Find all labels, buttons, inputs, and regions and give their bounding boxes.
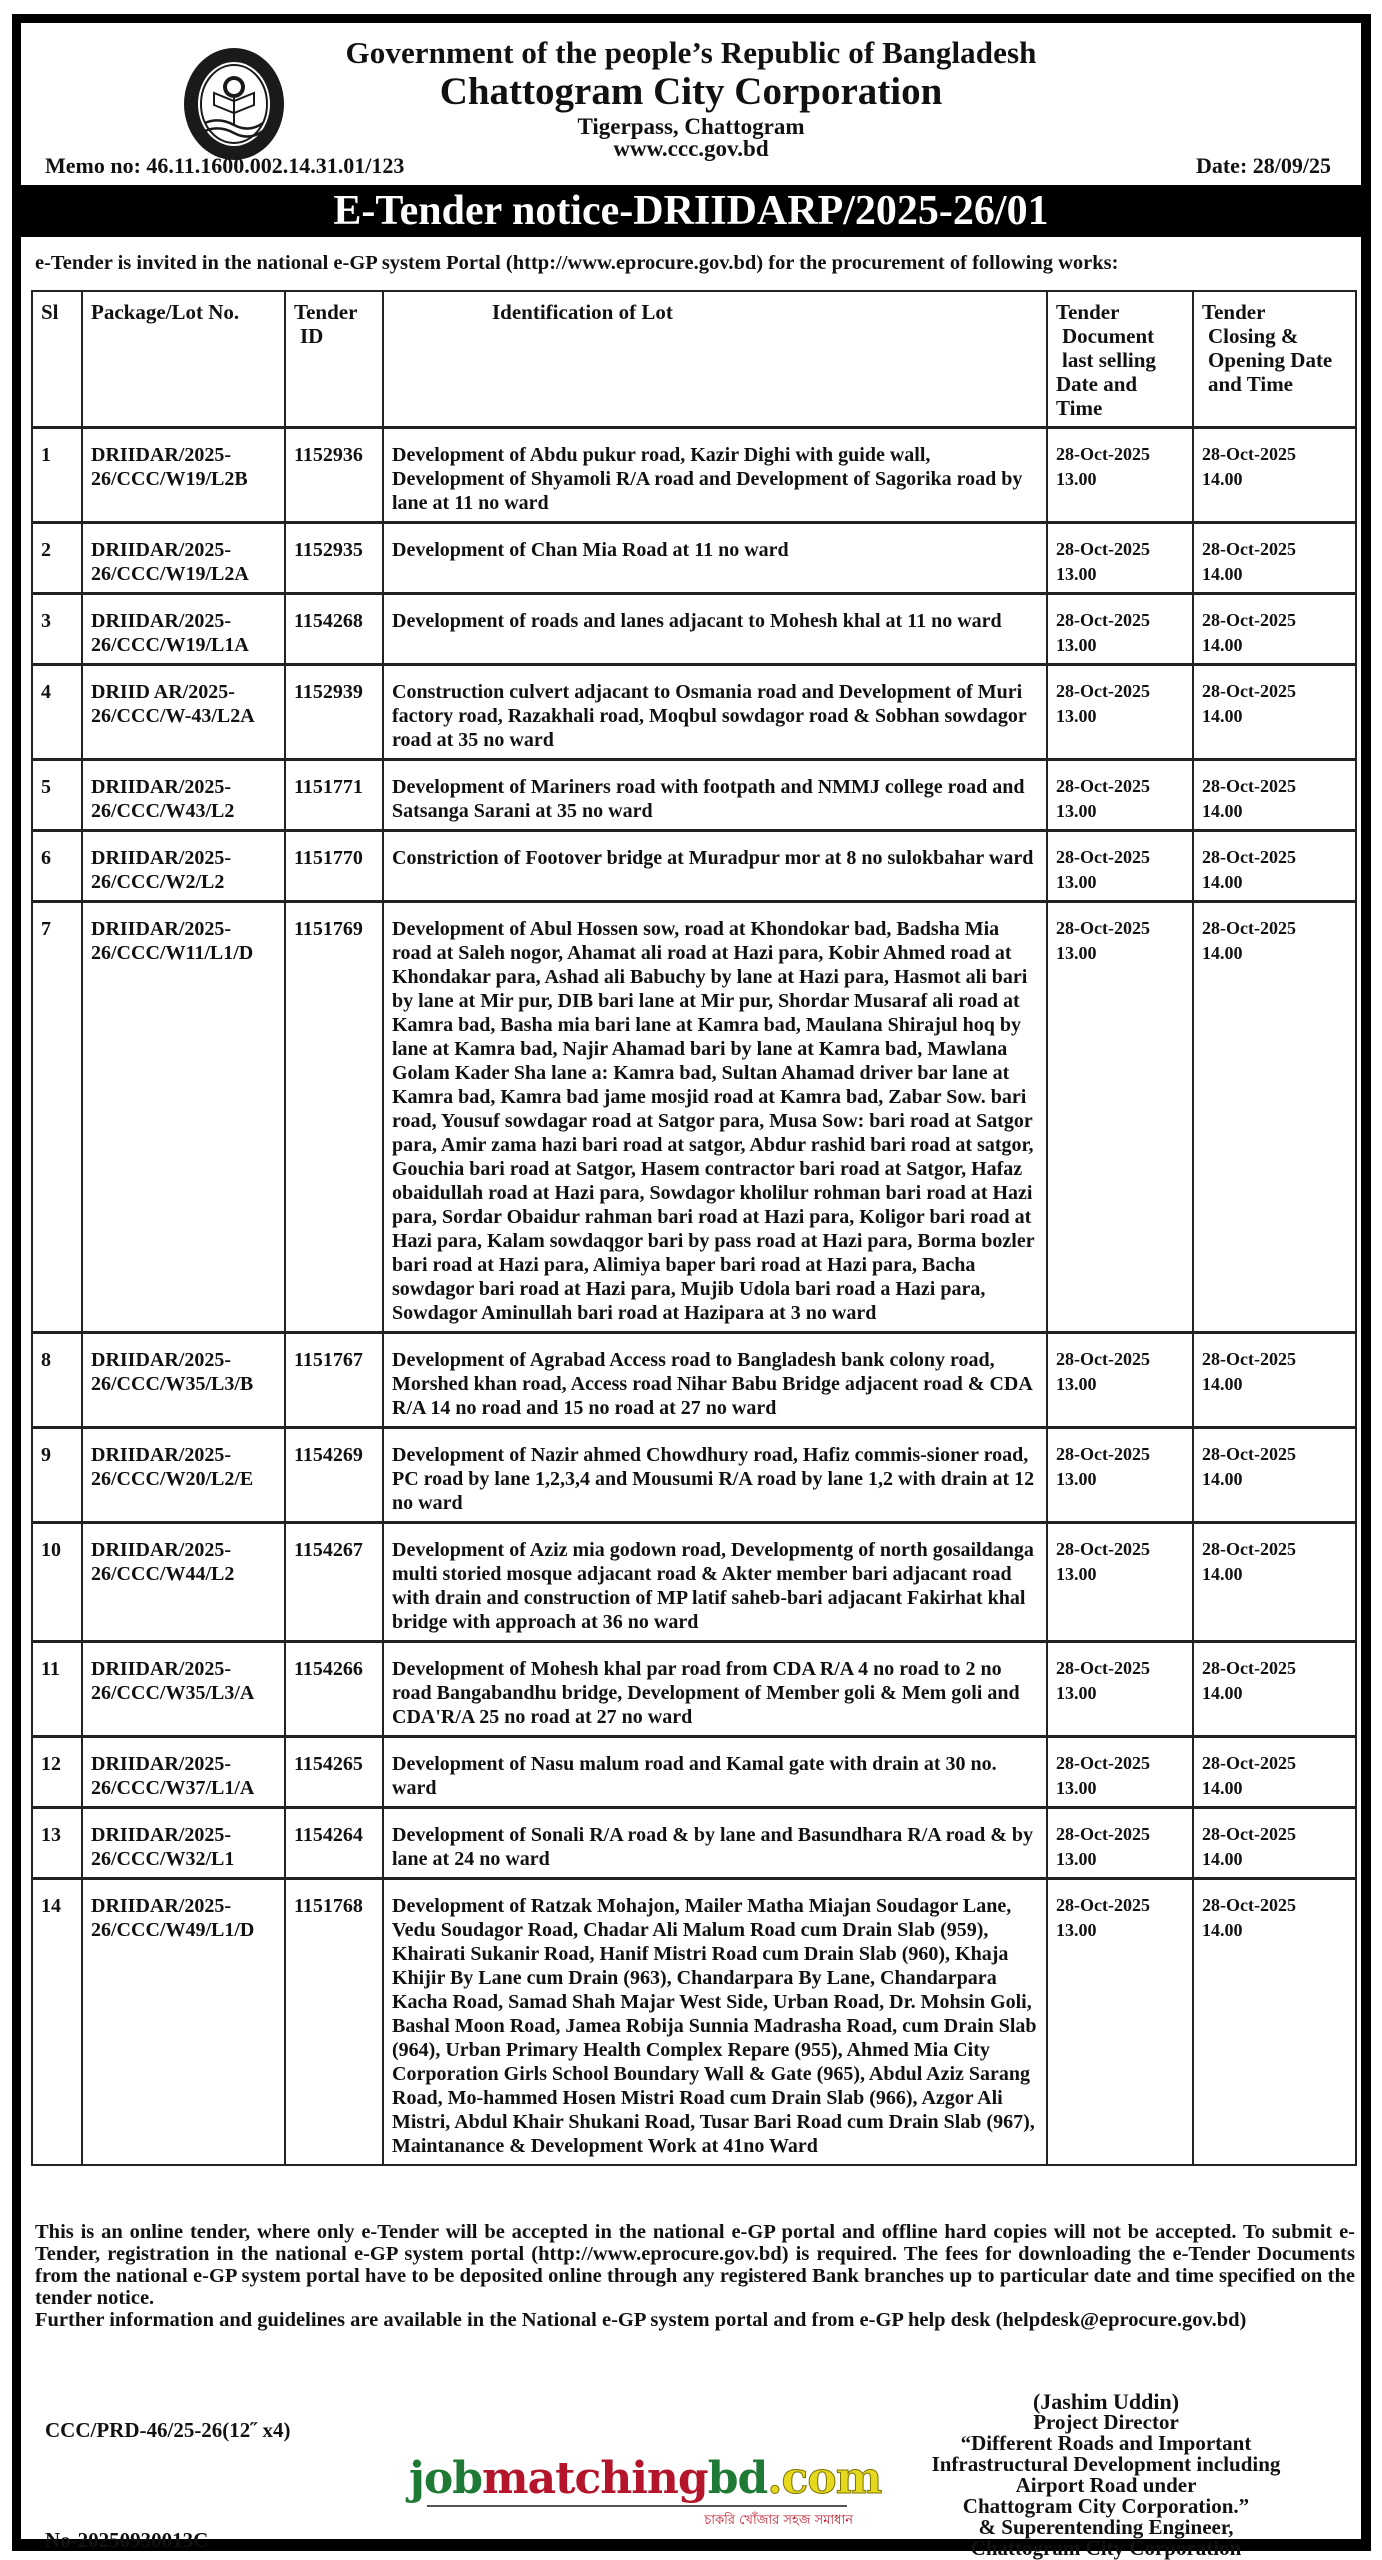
row-tender-id: 1151768 [285,1879,383,2166]
row-sl: 13 [32,1808,82,1879]
doc-date: 28-Oct-2025 [1056,1824,1150,1844]
close-date: 28-Oct-2025 [1202,1349,1296,1369]
row-package: DRIIDAR/2025-26/CCC/W20/L2/E [82,1428,285,1523]
instructions-paragraph: This is an online tender, where only e-Tender will be accepted in the national e-GP portal and offline hard copies will not be accepted. To submit e-Tender, registration in the national e-GP system portal (http://www.eprocure.gov.bd) is required. The fees for downloading the e-Tender Documents from the national e-GP system portal have to be deposited online through any registered Bank branches up to particular date and time specified on the tender notice. [35,2221,1355,2309]
close-date: 28-Oct-2025 [1202,1539,1296,1559]
row-doc-selling [1047,1333,1193,1428]
row-closing [1193,1523,1356,1642]
row-closing [1193,1808,1356,1879]
close-time: 14.00 [1202,1920,1243,1940]
doc-date: 28-Oct-2025 [1056,444,1150,464]
header-doc-selling: Tender Document last selling Date and Time [1047,291,1193,428]
doc-date: 28-Oct-2025 [1056,1539,1150,1559]
row-closing [1193,665,1356,760]
reference-code: CCC/PRD-46/25-26(12˝ x4) [45,2418,291,2442]
row-package: DRIIDAR/2025-26/CCC/W19/L1A [82,594,285,665]
row-sl: 4 [32,665,82,760]
row-tender-id: 1152936 [285,428,383,523]
table-row [32,1333,1356,1428]
close-time: 14.00 [1202,1469,1243,1489]
close-time: 14.00 [1202,635,1243,655]
doc-time: 13.00 [1056,1564,1097,1584]
row-doc-selling [1047,1523,1193,1642]
row-closing [1193,760,1356,831]
doc-time: 13.00 [1056,469,1097,489]
intro-text: e-Tender is invited in the national e-GP system Portal (http://www.eprocure.gov.bd) for the procurement of following works: [35,252,1119,274]
row-closing [1193,428,1356,523]
row-identification: Development of Agrabad Access road to Bangladesh bank colony road, Morshed khan road, Access road Nihar Babu Bridge adjacent road & CDA R/A 14 no road and 15 no road at 27 no ward [383,1333,1047,1428]
row-doc-selling [1047,428,1193,523]
row-tender-id: 1154268 [285,594,383,665]
doc-time: 13.00 [1056,706,1097,726]
organization-address: Tigerpass, Chattogram [577,114,805,139]
jobmatchingbd-watermark-logo [409,2453,882,2535]
doc-time: 13.00 [1056,943,1097,963]
row-tender-id: 1154264 [285,1808,383,1879]
row-doc-selling [1047,1737,1193,1808]
close-time: 14.00 [1202,801,1243,821]
row-identification: Development of Abul Hossen sow, road at Khondokar bad, Badsha Mia road at Saleh nogor, Ahamat ali road at Hazi para, Kobir Ahmed road at Khondakar para, Ashad ali Babuchy by lane at Hazi para, Hasmot ali bari by lane at Mir pur, DIB bari lane at Mir pur, Shordar Musaraf ali road at Kamra bad, Basha mia bari lane at Kamra bad, Maulana Shirajul hoq by lane at Kamra bad, Najir Ahamad bari by lane at Kamra bad, Mawlana Golam Kader Sha lane a: Kamra bad, Sultan Ahamad driver bar lane at Kamra bad, Kamra bad jame mosjid road at Kamra bad, Zabar Sow. bari road, Yousuf sowdagar road at Satgor para, Musa Sow: bari road at Satgor para, Amir zama hazi bari road at satgor, Abdur rashid bari road at satgor, Gouchia bari road at Satgor, Hasem contractor bari road at Satgor, Hafaz obaidullah road at Hazi para, Sowdagor kholilur rohman bari road at Hazi para, Sordar Obaidur rahman bari road at Hazi para, Koligor bari road at Hazi para, Kalam sowdaqgor bari by pass road at Hazi para, Borma bozler bari road at Hazi para, Alimiya baper bari road at Hazi para, Bacha sowdagor bari road at Hazi para, Mujib Udola bari road a Hazi para, Sowdagor Aminullah bari road at Hazipara at 3 no ward [383,902,1047,1333]
government-heading: Government of the people’s Republic of Bangladesh [345,35,1037,70]
organization-website: www.ccc.gov.bd [613,136,769,161]
row-identification: Development of Mariners road with footpath and NMMJ college road and Satsanga Sarani at 35 no ward [383,760,1047,831]
close-date: 28-Oct-2025 [1202,444,1296,464]
table-row [32,1642,1356,1737]
row-sl: 2 [32,523,82,594]
close-date: 28-Oct-2025 [1202,776,1296,796]
project-name-line-2: Infrastructural Development including [931,2452,1281,2476]
row-identification: Development of Nasu malum road and Kamal gate with drain at 30 no. ward [383,1737,1047,1808]
table-row [32,902,1356,1333]
signatory-title: Project Director [1033,2410,1179,2434]
row-sl: 5 [32,760,82,831]
close-date: 28-Oct-2025 [1202,918,1296,938]
row-closing [1193,1428,1356,1523]
table-row [32,1523,1356,1642]
close-date: 28-Oct-2025 [1202,1824,1296,1844]
row-doc-selling [1047,1642,1193,1737]
doc-time: 13.00 [1056,635,1097,655]
doc-time: 13.00 [1056,1920,1097,1940]
header-sl: Sl [32,291,82,428]
signatory-name: (Jashim Uddin) [1032,2389,1180,2414]
table-row [32,760,1356,831]
row-package: DRIID AR/2025-26/CCC/W-43/L2A [82,665,285,760]
notice-title: E-Tender notice-DRIIDARP/2025-26/01 [21,185,1361,237]
table-row [32,1737,1356,1808]
doc-date: 28-Oct-2025 [1056,918,1150,938]
row-package: DRIIDAR/2025-26/CCC/W19/L2A [82,523,285,594]
header-tender-id: Tender ID [285,291,383,428]
close-date: 28-Oct-2025 [1202,681,1296,701]
table-row [32,1808,1356,1879]
row-package: DRIIDAR/2025-26/CCC/W2/L2 [82,831,285,902]
close-time: 14.00 [1202,469,1243,489]
project-name-line-1: “Different Roads and Important [960,2431,1252,2455]
row-doc-selling [1047,831,1193,902]
header-closing: Tender Closing & Opening Date and Time [1193,291,1356,428]
row-tender-id: 1152939 [285,665,383,760]
row-identification: Constriction of Footover bridge at Muradpur mor at 8 no sulokbahar ward [383,831,1047,902]
row-tender-id: 1151771 [285,760,383,831]
doc-date: 28-Oct-2025 [1056,610,1150,630]
row-doc-selling [1047,594,1193,665]
close-time: 14.00 [1202,1564,1243,1584]
doc-date: 28-Oct-2025 [1056,539,1150,559]
row-tender-id: 1151769 [285,902,383,1333]
row-tender-id: 1152935 [285,523,383,594]
row-identification: Construction culvert adjacant to Osmania road and Development of Muri factory road, Razakhali road, Moqbul sowdagor road & Sobhan sowdagor road at 35 no ward [383,665,1047,760]
row-closing [1193,594,1356,665]
row-identification: Development of Aziz mia godown road, Developmentg of north gosaildanga multi storied mosque adjacant road & Akter member bari adjacant road with drain and construction of MP latif saheb-bari adjacant Fakirhat khal bridge with approach at 36 no ward [383,1523,1047,1642]
close-date: 28-Oct-2025 [1202,539,1296,559]
tender-lots-table [31,290,1357,2166]
close-time: 14.00 [1202,1778,1243,1798]
row-package: DRIIDAR/2025-26/CCC/W35/L3/B [82,1333,285,1428]
row-closing [1193,831,1356,902]
doc-date: 28-Oct-2025 [1056,776,1150,796]
signatory-role-line-2: Chattogram City Corporation [970,2536,1242,2560]
doc-date: 28-Oct-2025 [1056,1444,1150,1464]
row-package: DRIIDAR/2025-26/CCC/W35/L3/A [82,1642,285,1737]
table-row [32,1879,1356,2166]
row-tender-id: 1154265 [285,1737,383,1808]
row-package: DRIIDAR/2025-26/CCC/W44/L2 [82,1523,285,1642]
row-package: DRIIDAR/2025-26/CCC/W19/L2B [82,428,285,523]
doc-time: 13.00 [1056,564,1097,584]
signatory-role-line-1: & Superentending Engineer, [978,2515,1234,2539]
row-closing [1193,523,1356,594]
doc-date: 28-Oct-2025 [1056,681,1150,701]
table-row [32,428,1356,523]
row-identification: Development of Mohesh khal par road from CDA R/A 4 no road to 2 no road Bangabandhu bridge, Development of Member goli & Mem goli and CDA'R/A 25 no road at 27 no ward [383,1642,1047,1737]
close-date: 28-Oct-2025 [1202,1658,1296,1678]
project-name-line-3: Airport Road under [1015,2473,1197,2497]
row-sl: 8 [32,1333,82,1428]
organization-heading: Chattogram City Corporation [439,70,943,113]
tender-instructions [35,2221,1355,2331]
close-time: 14.00 [1202,1683,1243,1703]
close-time: 14.00 [1202,872,1243,892]
row-closing [1193,1879,1356,2166]
row-identification: Development of Sonali R/A road & by lane and Basundhara R/A road & by lane at 24 no ward [383,1808,1047,1879]
close-time: 14.00 [1202,1849,1243,1869]
signature-block [911,2391,1301,2559]
row-sl: 12 [32,1737,82,1808]
row-tender-id: 1154269 [285,1428,383,1523]
row-sl: 11 [32,1642,82,1737]
row-sl: 7 [32,902,82,1333]
table-row [32,1428,1356,1523]
row-doc-selling [1047,760,1193,831]
doc-date: 28-Oct-2025 [1056,1753,1150,1773]
row-tender-id: 1151770 [285,831,383,902]
notice-number: No-20250930013C [45,2528,209,2552]
table-row [32,523,1356,594]
doc-date: 28-Oct-2025 [1056,1895,1150,1915]
table-header-row [32,291,1356,428]
close-date: 28-Oct-2025 [1202,1444,1296,1464]
notice-frame [12,14,1371,2560]
doc-time: 13.00 [1056,872,1097,892]
project-name-line-4: Chattogram City Corporation.” [962,2494,1250,2518]
doc-time: 13.00 [1056,1778,1097,1798]
watermark-tagline: চাকরি খোঁজার সহজ সমাধান [704,2513,853,2528]
row-package: DRIIDAR/2025-26/CCC/W49/L1/D [82,1879,285,2166]
close-time: 14.00 [1202,706,1243,726]
row-sl: 6 [32,831,82,902]
row-sl: 14 [32,1879,82,2166]
doc-time: 13.00 [1056,801,1097,821]
row-sl: 9 [32,1428,82,1523]
close-date: 28-Oct-2025 [1202,1753,1296,1773]
doc-date: 28-Oct-2025 [1056,847,1150,867]
row-identification: Development of Nazir ahmed Chowdhury road, Hafiz commis-sioner road, PC road by lane 1,2,3,4 and Mousumi R/A road by lane 1,2 with drain at 12 no ward [383,1428,1047,1523]
memo-number: Memo no: 46.11.1600.002.14.31.01/123 [45,153,405,178]
close-date: 28-Oct-2025 [1202,847,1296,867]
row-doc-selling [1047,665,1193,760]
row-doc-selling [1047,523,1193,594]
row-package: DRIIDAR/2025-26/CCC/W11/L1/D [82,902,285,1333]
row-tender-id: 1154266 [285,1642,383,1737]
row-closing [1193,1642,1356,1737]
close-date: 28-Oct-2025 [1202,1895,1296,1915]
row-identification: Development of roads and lanes adjacant to Mohesh khal at 11 no ward [383,594,1047,665]
header-identification: Identification of Lot [383,291,1047,428]
row-package: DRIIDAR/2025-26/CCC/W43/L2 [82,760,285,831]
helpdesk-paragraph: Further information and guidelines are available in the National e-GP system portal and from e-GP help desk (helpdesk@eprocure.gov.bd) [35,2309,1247,2331]
doc-time: 13.00 [1056,1469,1097,1489]
row-doc-selling [1047,1428,1193,1523]
row-tender-id: 1154267 [285,1523,383,1642]
close-time: 14.00 [1202,1374,1243,1394]
table-row [32,665,1356,760]
row-package: DRIIDAR/2025-26/CCC/W32/L1 [82,1808,285,1879]
watermark-wordmark: jobmatchingbd.com [409,2453,882,2504]
row-sl: 10 [32,1523,82,1642]
row-sl: 3 [32,594,82,665]
row-doc-selling [1047,1808,1193,1879]
row-closing [1193,1333,1356,1428]
row-doc-selling [1047,902,1193,1333]
row-identification: Development of Ratzak Mohajon, Mailer Matha Miajan Soudagor Lane, Vedu Soudagor Road, Chadar Ali Malum Road cum Drain Slab (959), Khairati Sukanir Road, Hanif Mistri Road cum Drain Slab (960), Khaja Khijir By Lane cum Drain (963), Chandarpara By Lane, Chandarpara Kacha Road, Samad Shah Majar West Side, Urban Road, Dr. Mohsin Goli, Bashal Moon Road, Jamea Robija Sunnia Madrasha Road, cum Drain Slab (964), Urban Primary Health Complex Repare (955), Ahmed Mia City Corporation Girls School Boundary Wall & Gate (965), Abdul Aziz Sarang Road, Mo-hammed Hosen Mistri Road cum Drain Slab (966), Azgor Ali Mistri, Abdul Khair Shukani Road, Tusar Bari Road cum Drain Slab (967), Maintanance & Development Work at 41no Ward [383,1879,1047,2166]
doc-date: 28-Oct-2025 [1056,1658,1150,1678]
close-time: 14.00 [1202,943,1243,963]
notice-date: Date: 28/09/25 [1195,153,1331,178]
header-package: Package/Lot No. [82,291,285,428]
doc-time: 13.00 [1056,1849,1097,1869]
close-date: 28-Oct-2025 [1202,610,1296,630]
row-identification: Development of Chan Mia Road at 11 no ward [383,523,1047,594]
doc-time: 13.00 [1056,1683,1097,1703]
row-closing [1193,902,1356,1333]
row-doc-selling [1047,1879,1193,2166]
close-time: 14.00 [1202,564,1243,584]
row-tender-id: 1151767 [285,1333,383,1428]
watermark-underline [427,2505,847,2507]
table-row [32,831,1356,902]
doc-date: 28-Oct-2025 [1056,1349,1150,1369]
row-sl: 1 [32,428,82,523]
row-identification: Development of Abdu pukur road, Kazir Dighi with guide wall, Development of Shyamoli R/A road and Development of Sagorika road by lane at 11 no ward [383,428,1047,523]
row-package: DRIIDAR/2025-26/CCC/W37/L1/A [82,1737,285,1808]
row-closing [1193,1737,1356,1808]
doc-time: 13.00 [1056,1374,1097,1394]
table-row [32,594,1356,665]
